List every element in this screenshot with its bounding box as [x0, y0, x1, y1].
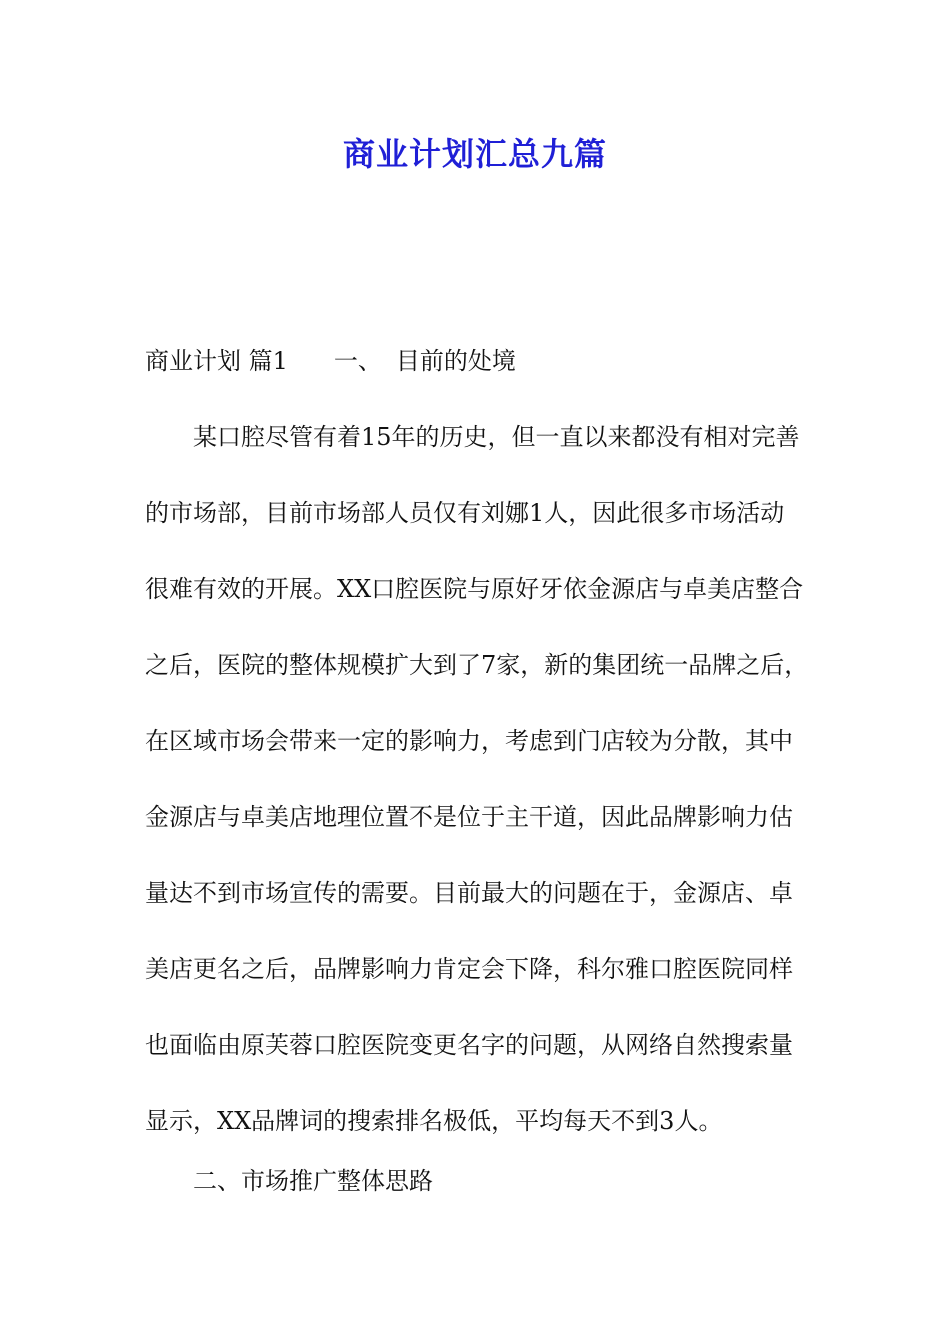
section-2-heading: 二、市场推广整体思路	[193, 1167, 433, 1195]
paragraph-line: 美店更名之后，品牌影响力肯定会下降，科尔雅口腔医院同样	[145, 955, 793, 983]
paragraph-line: 也面临由原芙蓉口腔医院变更名字的问题，从网络自然搜索量	[145, 1031, 793, 1059]
paragraph-line: 显示，XX品牌词的搜索排名极低，平均每天不到3人。	[145, 1107, 723, 1135]
paragraph-line: 的市场部，目前市场部人员仅有刘娜1人，因此很多市场活动	[145, 499, 785, 527]
chapter-number: 一、	[333, 347, 382, 375]
paragraph-line: 量达不到市场宣传的需要。目前最大的问题在于，金源店、卓	[145, 879, 793, 907]
paragraph-line: 很难有效的开展。XX口腔医院与原好牙依金源店与卓美店整合	[145, 575, 804, 603]
chapter-title: 目前的处境	[395, 347, 516, 375]
section-heading	[145, 342, 810, 380]
paragraph-line: 金源店与卓美店地理位置不是位于主干道，因此品牌影响力估	[145, 803, 793, 831]
part-label: 商业计划 篇1	[145, 347, 288, 375]
body-paragraph	[145, 418, 810, 1178]
paragraph-line: 某口腔尽管有着15年的历史，但一直以来都没有相对完善	[193, 423, 800, 451]
document-title: 商业计划汇总九篇	[342, 135, 607, 173]
paragraph-line: 之后，医院的整体规模扩大到了7家，新的集团统一品牌之后，	[145, 651, 809, 679]
paragraph-line: 在区域市场会带来一定的影响力，考虑到门店较为分散，其中	[145, 727, 793, 755]
